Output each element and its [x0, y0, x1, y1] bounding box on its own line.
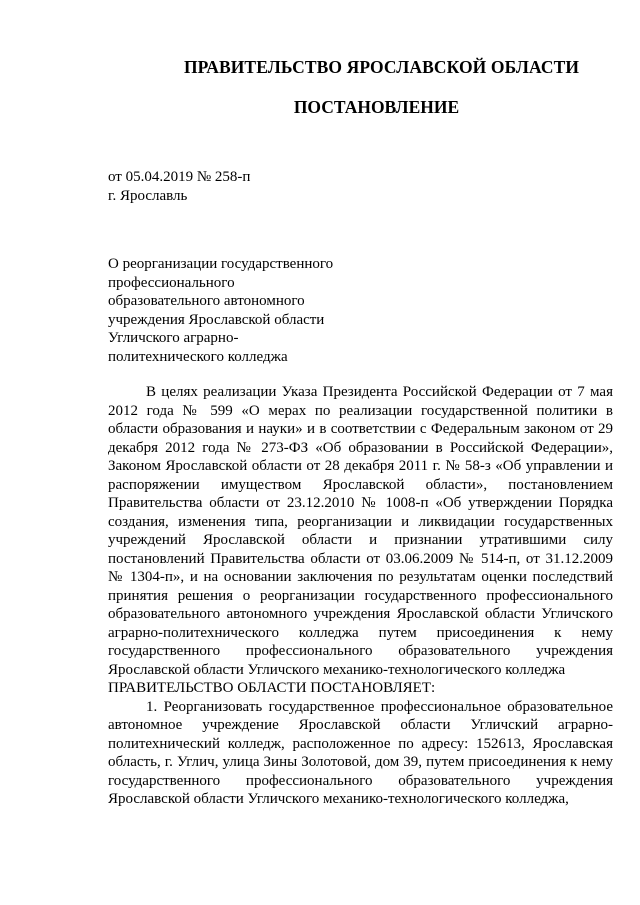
subject-line: учреждения Ярославской области — [108, 311, 325, 328]
document-body — [108, 383, 613, 809]
date-number: от 05.04.2019 № 258-п — [108, 169, 251, 185]
decree-line: ПРАВИТЕЛЬСТВО ОБЛАСТИ ПОСТАНОВЛЯЕТ: — [108, 680, 436, 696]
item-1-paragraph: 1. Реорганизовать государственное профессиональное образовательное автономное учреждение Ярославской области Угличский аграрно-политехнический колледж, расположенное по адресу: 152613, Ярославская область, г. Углич, улица Зины Золотовой, дом 39, путем присоединения к нему государственного профессионального образовательного учреждения Ярославской области Угличского механико-технологического колледжа, — [108, 698, 613, 807]
subject-line: О реорганизации государственного — [108, 256, 334, 272]
organization-heading: ПРАВИТЕЛЬСТВО ЯРОСЛАВСКОЙ ОБЛАСТИ — [183, 57, 580, 77]
subject-line: профессионального — [108, 274, 235, 291]
subject-line: образовательного автономного — [108, 293, 305, 309]
document-subject — [108, 255, 333, 366]
preamble-paragraph: В целях реализации Указа Президента Российской Федерации от 7 мая 2012 года № 599 «О мерах по реализации государственной политики в области образования и науки» и в соответствии с Федеральным законом от 29 декабря 2012 года № 273-ФЗ «Об образовании в Российской Федерации», Законом Ярославской области от 28 декабря 2011 г. № 58-з «Об управлении и распоряжении имуществом Ярославской области», постановлением Правительства области от 23.12.2010 № 1008-п «Об утверждении Порядка создания, изменения типа, реорганизации и ликвидации государственных учреждений Ярославской области и признании утратившими силу постановлений Правительства области от 03.06.2009 № 514-п, от 31.12.2009 № 1304-п», и на основании заключения по результатам оценки последствий принятия решения о реорганизации государственного профессионального образовательного автономного учреждения Ярославской области Угличского аграрно-политехнического колледжа путем присоединения к нему государственного профессионального образовательного учреждения Ярославской области Угличского механико-технологического колледжа — [108, 384, 613, 678]
subject-line: политехнического колледжа — [108, 348, 288, 365]
document-type-heading: ПОСТАНОВЛЕНИЕ — [293, 97, 460, 117]
city: г. Ярославль — [108, 188, 188, 204]
document-meta — [108, 168, 250, 206]
subject-line: Угличского аграрно- — [108, 330, 239, 346]
